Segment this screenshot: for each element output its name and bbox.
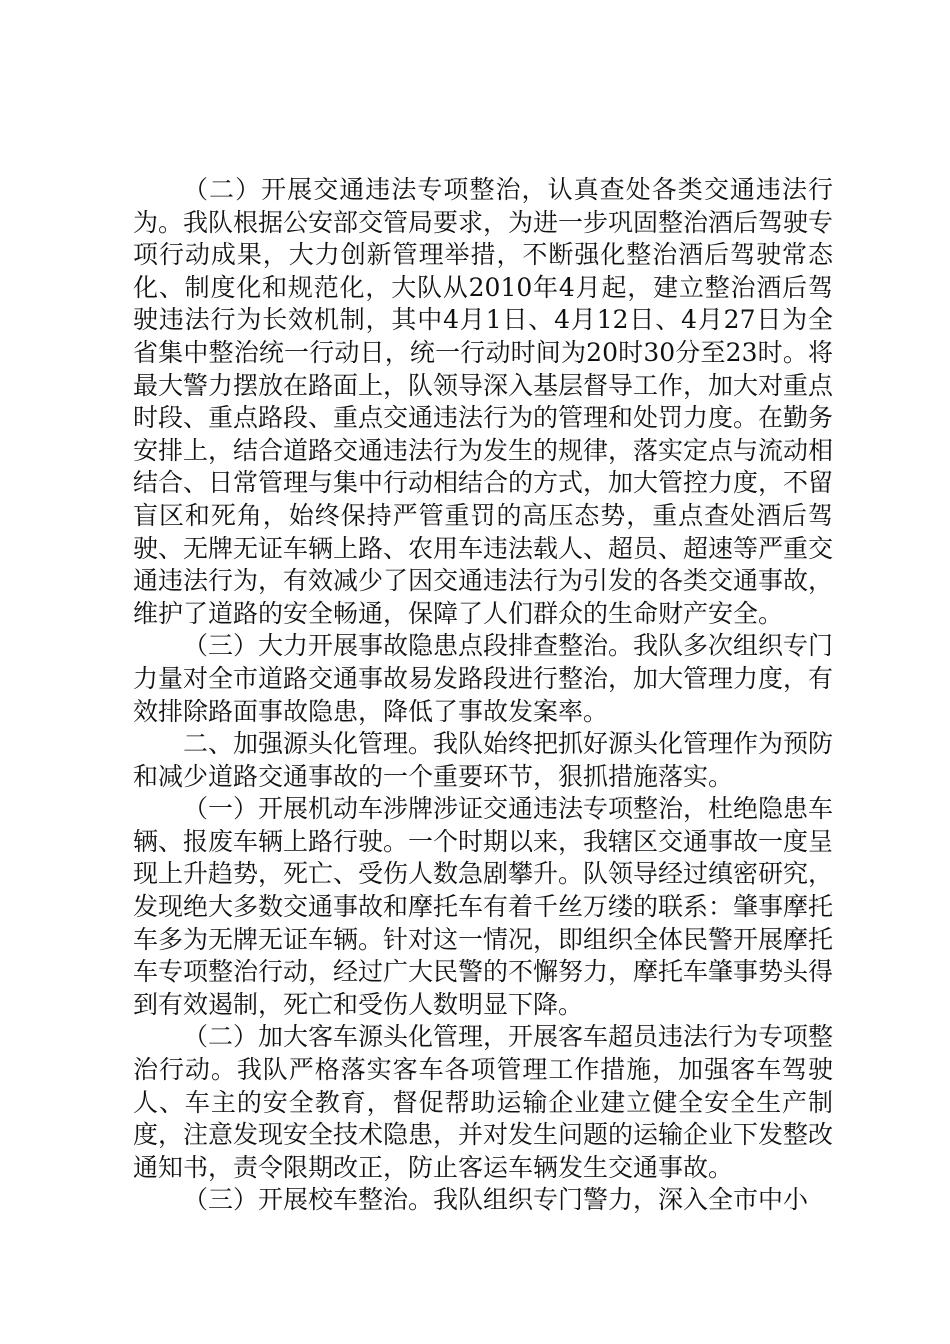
paragraph-school-bus-rectification: （三）开展校车整治。我队组织专门警力，深入全市中小	[183, 1185, 809, 1215]
paragraph-accident-hazard-inspection: （三）大力开展事故隐患点段排查整治。我队多次组织专门力量对全市道路交通事故易发路段进行整治，加大管理力度，有效排除路面事故隐患，降低了事故发案率。	[133, 631, 834, 726]
paragraph-source-management: 二、加强源头化管理。我队始终把抓好源头化管理作为预防和减少道路交通事故的一个重要环节，狠抓措施落实。	[133, 729, 834, 791]
paragraph-traffic-violation-rectification: （二）开展交通违法专项整治，认真查处各类交通违法行为。我队根据公安部交管局要求，为进一步巩固整治酒后驾驶专项行动成果，大力创新管理举措，不断强化整治酒后驾驶常态化、制度化和规范化，大队从2010年4月起，建立整治酒后驾驶违法行为长效机制，其中4月1日、4月12日、4月27日为全省集中整治统一行动日，统一行动时间为20时30分至23时。将最大警力摆放在路面上，队领导深入基层督导工作，加大对重点时段、重点路段、重点交通违法行为的管理和处罚力度。在勤务安排上，结合道路交通违法行为发生的规律，落实定点与流动相结合、日常管理与集中行动相结合的方式，加大管控力度，不留盲区和死角，始终保持严管重罚的高压态势，重点查处酒后驾驶、无牌无证车辆上路、农用车违法载人、超员、超速等严重交通违法行为，有效减少了因交通违法行为引发的各类交通事故，维护了道路的安全畅通，保障了人们群众的生命财产安全。	[133, 175, 834, 628]
document-body	[133, 174, 833, 1217]
paragraph-passenger-vehicle-management: （二）加大客车源头化管理，开展客车超员违法行为专项整治行动。我队严格落实客车各项管理工作措施，加强客车驾驶人、车主的安全教育，督促帮助运输企业建立健全安全生产制度，注意发现安全技术隐患，并对发生问题的运输企业下发整改通知书，责令限期改正，防止客运车辆发生交通事故。	[133, 1022, 834, 1182]
paragraph-motor-vehicle-plate-rectification: （一）开展机动车涉牌涉证交通违法专项整治，杜绝隐患车辆、报废车辆上路行驶。一个时期以来，我辖区交通事故一度呈现上升趋势，死亡、受伤人数急剧攀升。队领导经过缜密研究，发现绝大多数交通事故和摩托车有着千丝万缕的联系：肇事摩托车多为无牌无证车辆。针对这一情况，即组织全体民警开展摩托车专项整治行动，经过广大民警的不懈努力，摩托车肇事势头得到有效遏制，死亡和受伤人数明显下降。	[133, 794, 834, 1019]
